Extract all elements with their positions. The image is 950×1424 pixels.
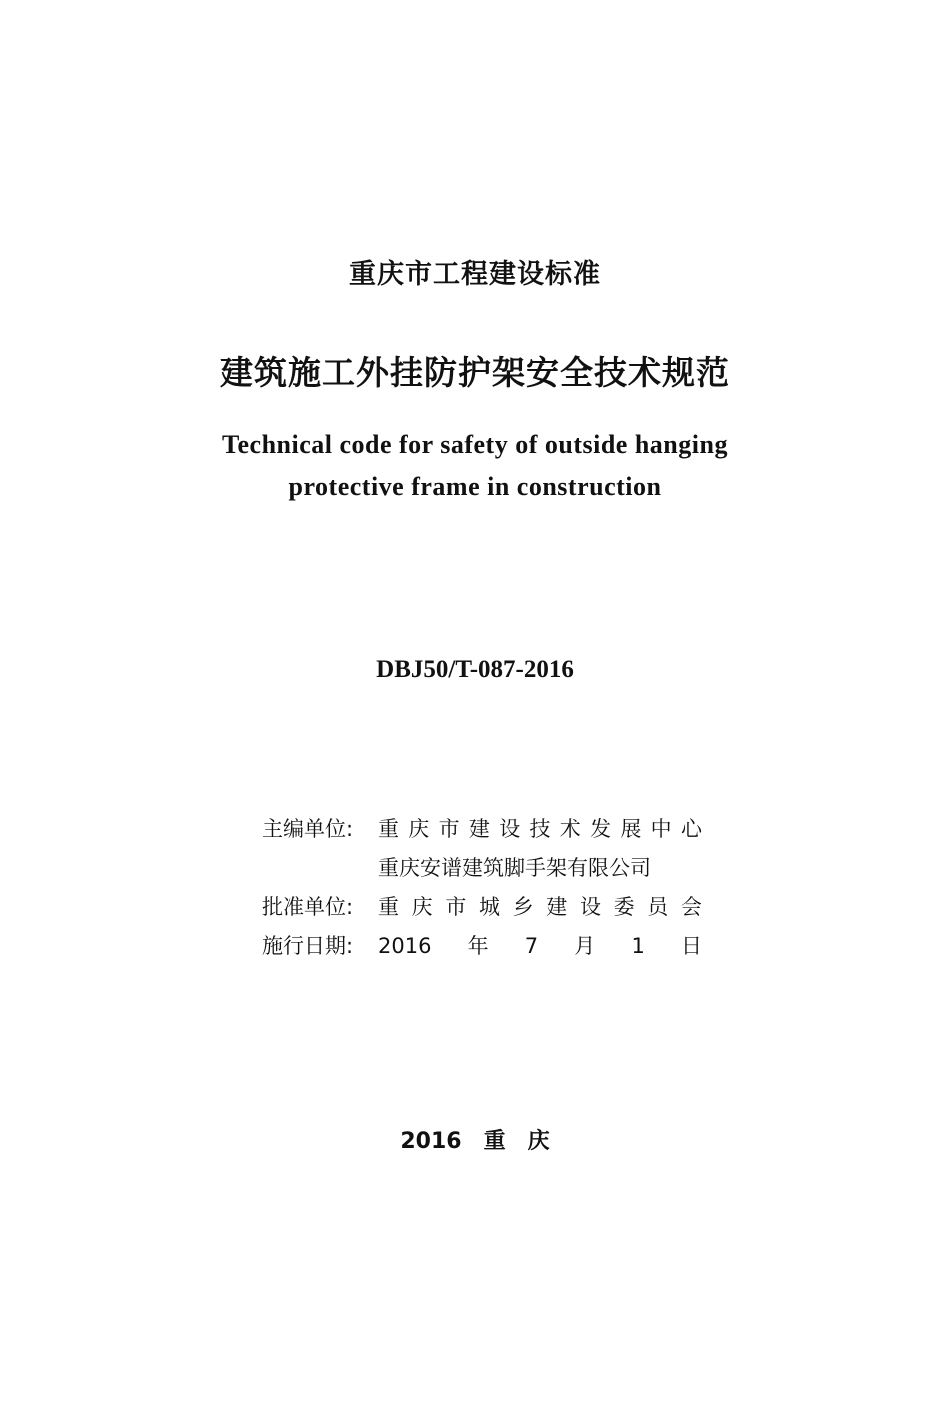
standard-code: DBJ50/T-087-2016: [376, 656, 574, 683]
approver: 重 庆 市 城 乡 建 设 委 员 会: [378, 895, 702, 919]
effective-date: 2016 年 7 月 1 日: [378, 934, 702, 958]
standard-series: 重庆市工程建设标准: [349, 259, 601, 290]
english-title-line-1: Technical code for safety of outside hanging: [222, 430, 728, 459]
chief-editor-label: 主编单位:: [262, 817, 354, 841]
chief-editor-row-2: [262, 855, 702, 881]
publication-year: 2016: [400, 1129, 462, 1154]
approver-label: 批准单位:: [262, 895, 354, 919]
approver-row: [262, 894, 702, 920]
chief-editor-2: 重庆安谱建筑脚手架有限公司: [378, 856, 651, 880]
publication-city-1: 重: [483, 1129, 506, 1154]
english-title-line-2: protective frame in construction: [288, 472, 662, 501]
chinese-title: 建筑施工外挂防护架安全技术规范: [220, 353, 730, 392]
chief-editor-row: [262, 816, 702, 842]
publication-city-2: 庆: [527, 1129, 550, 1154]
chief-editor-1: 重 庆 市 建 设 技 术 发 展 中 心: [378, 817, 702, 841]
effective-date-row: [262, 933, 702, 959]
effective-date-label: 施行日期:: [262, 934, 354, 958]
publication-place-year: [0, 1124, 950, 1155]
